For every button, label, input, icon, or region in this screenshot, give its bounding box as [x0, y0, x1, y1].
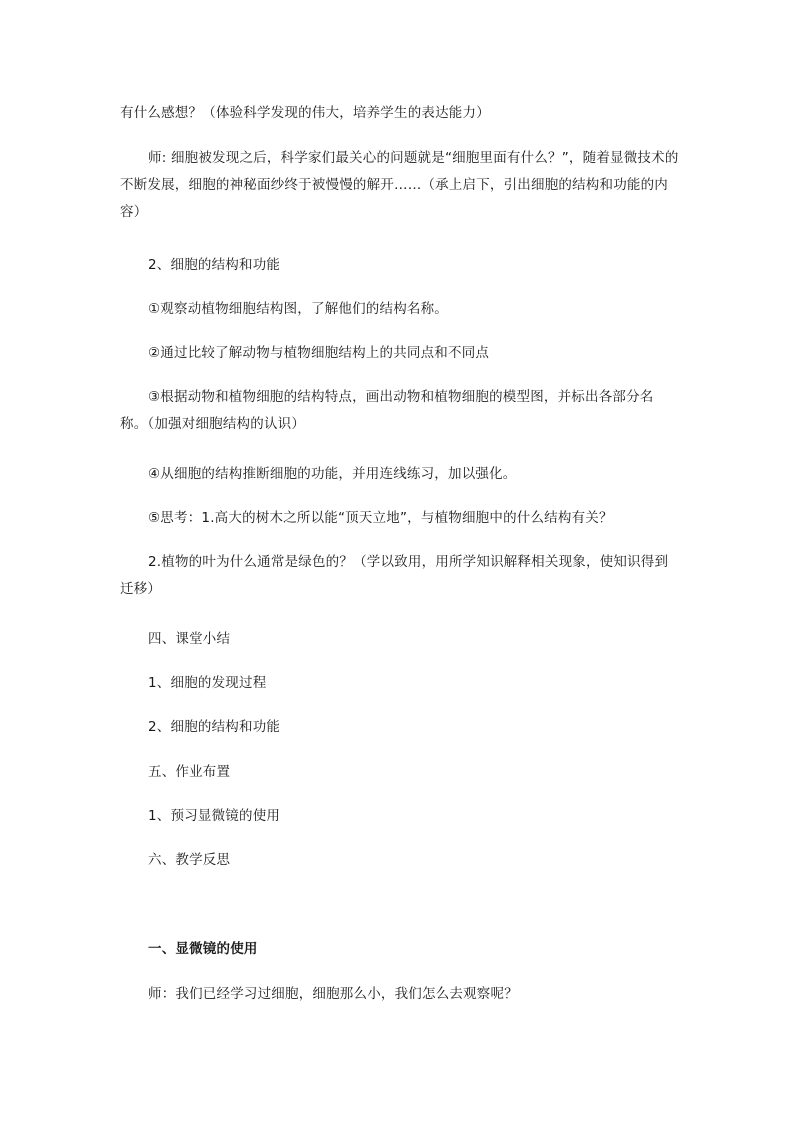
heading-cell-structure-function: 2、细胞的结构和功能: [148, 257, 281, 273]
list-item-infer-function: ④从细胞的结构推断细胞的功能，并用连线练习，加以强化。: [148, 466, 517, 482]
heading-class-summary: 四、课堂小结: [148, 631, 231, 647]
list-item-compare-cells: ②通过比较了解动物与植物细胞结构上的共同点和不同点: [148, 345, 490, 361]
paragraph-think-question-2: 2.植物的叶为什么通常是绿色的？（学以致用，用所学知识解释相关现象，使知识得到迁移）: [120, 554, 669, 597]
list-item-think-question-1: ⑤思考：1.高大的树木之所以能“顶天立地”，与植物细胞中的什么结构有关？: [148, 510, 613, 526]
list-item-summary-discovery: 1、细胞的发现过程: [148, 675, 267, 691]
list-item-observe-diagram: ①观察动植物细胞结构图，了解他们的结构名称。: [148, 301, 449, 317]
list-item-summary-structure: 2、细胞的结构和功能: [148, 719, 281, 735]
paragraph-reflection-question: 有什么感想？（体验科学发现的伟大，培养学生的表达能力）: [120, 105, 490, 121]
paragraph-teacher-intro: 师: 细胞被发现之后，科学家们最关心的问题就是“细胞里面有什么？”，随着显微技术的不断发展，细胞的神秘面纱终于被慢慢的解开……（承上启下，引出细胞的结构和功能的内容）: [120, 150, 679, 220]
list-item-draw-model: ③根据动物和植物细胞的结构特点，画出动物和植物细胞的模型图，并标出各部分名称。（加强对细胞结构的认识）: [120, 389, 654, 432]
heading-teaching-reflection: 六、教学反思: [148, 852, 231, 868]
heading-homework: 五、作业布置: [148, 764, 231, 780]
list-item-homework-preview: 1、预习显微镜的使用: [148, 808, 281, 824]
paragraph-teacher-microscope-question: 师：我们已经学习过细胞，细胞那么小，我们怎么去观察呢？: [148, 986, 518, 1002]
heading-microscope-use: 一、显微镜的使用: [148, 941, 258, 957]
